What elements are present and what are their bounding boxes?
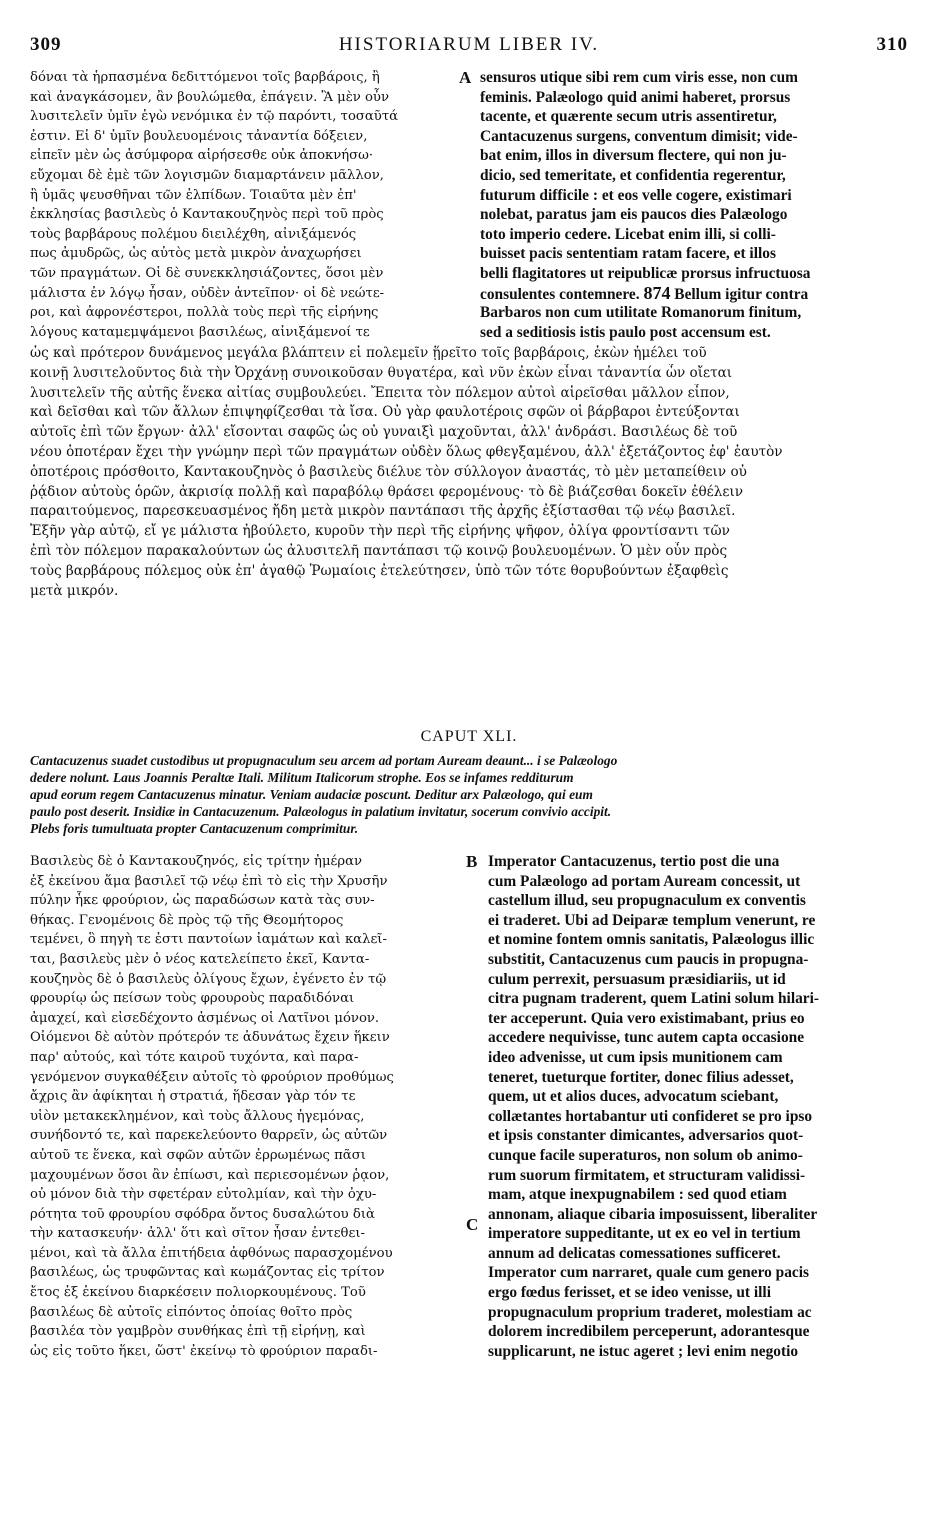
text-line: συνήδοντό τε, καὶ παρεκελεύοντο θαρρεῖν, ὡς αὐτῶν (30, 1128, 388, 1144)
text-line: ἐξ ἐκείνου ἅμα βασιλεῖ τῷ νέῳ ἐπὶ τὸ εἰς τὴν Χρυσῆν (30, 873, 388, 889)
chapter-summary (30, 752, 908, 837)
text-line: supplicarunt, ne istuc ageret ; levi enim negotio (488, 1342, 799, 1360)
text-line: αὐτοῖς ἐπὶ τῶν ἔργων· ἀλλ' εἴσονται σαφῶς ὡς οὐ γυναιξὶ μαχοῦνται, ἀλλ' ἀνδράσι. Βασιλέως δὲ τοῦ (30, 424, 738, 441)
text-line: ὡς καὶ πρότερον δυνάμενος μεγάλα βλάπτειν εἰ πολεμεῖν ᾕρεῖτο τοῖς βαρβάροις, ἐκὼν ἠμέλει τοῦ (30, 345, 707, 361)
text-line: bat enim, illos in diversum flectere, qui non ju- (480, 147, 787, 165)
text-line: ergo fœdus ferisset, et se ideo venisse, ut illi (488, 1284, 771, 1302)
summary-line: dedere nolunt. Laus Joannis Peraltæ Itali. Militum Italicorum strophe. Eos se infames redditurum (30, 770, 574, 785)
margin-marker-a: A (459, 68, 472, 87)
text-line: ἐκκλησίας βασιλεὺς ὁ Καντακουζηνὸς περὶ τοῦ πρὸς (30, 207, 384, 223)
text-line: μαχουμένων ὅσοι ἂν ἐπίωσι, καὶ περιεσομένων ῥᾳον, (30, 1167, 390, 1183)
text-line: μετὰ μικρόν. (30, 582, 119, 599)
text-line: παρ' αὐτούς, καὶ τότε καιροῦ τυχόντα, καὶ παρα- (30, 1049, 359, 1065)
text-line: νέου ὁποτέραν ἔχει τὴν γνώμην περὶ τῶν πραγμάτων οὐδὲν ὅλως φθεγξαμένου, ἀλλ' ἐξετάζοντος ἐφ' ἑαυτὸν (30, 443, 783, 460)
text-line: γενόμενον συγκαθέξειν αὐτοῖς τὸ φρούριον προθύμως (30, 1069, 394, 1085)
text-line: τεμένει, ὃ πηγὴ τε ἐστι παντοίων ἰαμάτων καὶ καλεῖ- (30, 932, 387, 948)
text-line: ῥᾴδιον αὐτοὺς ὁρῶν, ἀκρισίᾳ πολλῇ καὶ παραβόλῳ θράσει φερομένους· τὸ δὲ βιάζεσθαι δοκεῖν ἐθέλειν (30, 483, 743, 500)
text-line: propugnaculum proprium traderet, molestiam ac (488, 1303, 812, 1321)
text-line: πύλην ἧκε φρούριον, ὡς παραδώσων κατὰ τὰς συν- (30, 893, 375, 909)
text-line (480, 284, 908, 304)
page-number-left: 309 (30, 34, 62, 55)
margin-marker-b: B (466, 852, 478, 871)
text-line: ἔτος ἐξ ἐκείνου διαρκέσειν πολιορκουμένους. Τοῦ (30, 1285, 366, 1301)
text-line: λόγους καταμεμψάμενοι βασιλέως, αἰνιξάμενοί τε (30, 324, 370, 340)
text-line: υἱὸν μετακεκλημένον, καὶ τοὺς ἄλλους ἡγεμόνας, (30, 1108, 365, 1124)
text-line: annonam, aliaque cibaria imposuissent, liberaliter (488, 1205, 818, 1223)
text-line: ρότητα τοῦ φρουρίου σφόδρα ὄντος δυσαλώτου διὰ (30, 1206, 375, 1222)
text-line: Ἐξῆν γὰρ αὐτῷ, εἴ γε μάλιστα ἠβούλετο, κυροῦν τὴν περὶ τῆς εἰρήνης ψῆφον, ὀλίγα φροντίσαντι τῶν (30, 523, 730, 540)
text-line: τοὺς βαρβάρους πολέμου διειλέχθη, αἰνιξάμενός (30, 226, 357, 242)
text-line: εἰπεῖν μὲν ὡς ἀσύμφορα αἱρήσεσθε οὐκ ἀποκνήσω· (30, 148, 374, 164)
text-line: μάλιστα ἐν λόγῳ ἦσαν, οὐδὲν ἀντεῖπον· οἱ δὲ νεώτε- (30, 285, 385, 301)
text-line: quem, ut et alios duces, advocatum sciebant, (488, 1088, 779, 1106)
greek-column-bottom (30, 852, 460, 1361)
text-line: αὐτοῦ τε ἕνεκα, καὶ σφῶν αὐτῶν ἐρρωμένως πᾶσι (30, 1147, 366, 1163)
text-line: substitit, Cantacuzenus cum paucis in propugna- (488, 950, 809, 968)
summary-line: paulo post deserit. Insidiæ in Cantacuzenum. Palæologus in palatium invitatur, socerum convivio accipit. (30, 804, 612, 819)
latin-column-bottom (488, 852, 908, 1361)
running-header (30, 34, 908, 62)
greek-column-top (30, 68, 456, 342)
text-line: μένοι, καὶ τὰ ἄλλα ἐπιτήδεια ἀφθόνως παρασχομένου (30, 1245, 393, 1261)
text-line: Imperator cum narraret, quale cum genero pacis (488, 1264, 810, 1282)
text-line: Cantacuzenus surgens, conventum dimisit; vide- (480, 127, 798, 145)
text-line: φρουρίῳ ὡς πείσων τοὺς φρουροὺς παραδιδόναι (30, 991, 355, 1007)
text-line: καὶ ἀναγκάσομεν, ἂν βουλώμεθα, ἐπάγειν. Ἃ μὲν οὖν (30, 89, 389, 105)
text-line: καὶ δεῖσθαι καὶ τῶν ἄλλων ἐπιψηφίζεσθαι τὰ ἴσα. Οὐ γὰρ φαυλοτέροις σφῶν οἱ βάρβαροι ἐντεύξονται (30, 404, 740, 421)
text-line: rum suorum firmitatem, et structuram validissi- (488, 1166, 806, 1184)
text-line: ei traderet. Ubi ad Deiparæ templum venerunt, re (488, 911, 816, 929)
text-line: ideo advenisse, ut cum ipsis munitionem cam (488, 1048, 783, 1066)
summary-line: Cantacuzenus suadet custodibus ut propugnaculum seu arcem ad portam Auream deaunt... i se Palæologo (30, 753, 618, 768)
text-line: Οἰόμενοι δὲ αὐτὸν πρότερόν τε ἀδυνάτως ἔχειν ἥκειν (30, 1030, 390, 1046)
text-line: ροι, καὶ ἀφρονέστεροι, πολλὰ τοὺς περὶ τῆς εἰρήνης (30, 305, 379, 321)
text-line: βασιλέως δὲ αὐτοῖς εἰπόντος ὁποίας θοῖτο πρὸς (30, 1304, 353, 1320)
running-title: HISTORIARUM LIBER IV. (338, 34, 600, 55)
reference-number: 874 (643, 283, 671, 303)
text-line: ὡς εἰς τοῦτο ἥκει, ὥστ' ἐκείνῳ τὸ φρούριον παραδι- (30, 1343, 378, 1359)
text-line: εὔχομαι δὲ ἐμὲ τῶν λογισμῶν διαμαρτάνειν μᾶλλον, (30, 167, 384, 183)
text-line: ται, βασιλεὺς μὲν ὁ νέος κατελείπετο ἐκεῖ, Καντα- (30, 951, 370, 967)
text-line: teneret, tueturque fortiter, donec filius adesset, (488, 1068, 794, 1086)
text-line: ἐπὶ τὸν πόλεμον παρακαλούντων ὡς ἀλυσιτελῆ παντάπασι τῷ κοινῷ βουλευομένων. Ὁ μὲν οὖν πρὸς (30, 542, 728, 559)
text-line: ἄχρις ἂν ἀφίκηται ἡ στρατιά, ἥδεσαν γὰρ τόν τε (30, 1089, 356, 1105)
text-line: οὐ μόνον διὰ τὴν σφετέραν εὐτολμίαν, καὶ τὴν ὀχυ- (30, 1187, 377, 1203)
text-line: dicio, sed temeritate, et confidentia regerentur, (480, 166, 786, 184)
text-line: futurum difficile : et eos velle cogere, existimari (480, 186, 792, 204)
text-line: βασιλέα τὸν γαμβρὸν συνθήκας ἐπὶ τῇ εἰρήνῃ, καὶ (30, 1324, 366, 1340)
text-line: λυσιτελεῖν τῆς αὐτῆς ἕνεκα αἰτίας συμβουλεύει. Ἔπειτα τὸν πόλεμον αὐτοὶ αἱρεῖσθαι μᾶλλον εἶπον, (30, 384, 730, 401)
text-line: toto imperio cedere. Licebat enim illi, si colli- (480, 225, 776, 243)
text-line: mam, atque inexpugnabilem : sed quod etiam (488, 1186, 787, 1204)
text-line: collætantes hortabantur uti confideret se pro ipso (488, 1107, 813, 1125)
text-line: annum ad delicatas comessationes sufficeret. (488, 1244, 781, 1262)
text-line: λυσιτελεῖν ὑμῖν ἐγὼ νενόμικα ἐν τῷ παρόντι, τοσαῦτά (30, 109, 399, 125)
text-line: castellum illud, seu propugnaculum ex conventis (488, 892, 806, 910)
text-line: ἀμαχεί, καὶ εἰσεδέχοντο ἀσμένως οἱ Λατῖνοι μόνον. (30, 1010, 380, 1026)
text-line: cum Palæologo ad portam Auream concessit, ut (488, 872, 801, 890)
text-line: accedere nequivisse, tunc autem capta occasione (488, 1029, 805, 1047)
text-line: et ipsis constanter dimicantes, adversarios quot- (488, 1127, 804, 1145)
text-line: παραιτούμενος, παρεσκευασμένος ἤδη μετὰ μικρὸν παντάπασι τῆς ἀρχῆς ἐξίστασθαι τῷ νέῳ βασιλεῖ. (30, 503, 736, 520)
text-line: Imperator Cantacuzenus, tertio post die una (488, 853, 780, 870)
text-line: et nomine fontem omnis sanitatis, Palæologus illic (488, 931, 815, 949)
text-line: τῶν πραγμάτων. Οἱ δὲ συνεκκλησιάζοντες, ὅσοι μὲν (30, 265, 384, 281)
latin-column-top (480, 68, 908, 342)
text-line: ἢ ὑμᾶς ψευσθῆναι τῶν ἐλπίδων. Τοιαῦτα μὲν ἐπ' (30, 187, 357, 203)
text-line: ὁποτέροις πρόσθοιτο, Καντακουζηνὸς ὁ βασιλεὺς διέλυε τὸν σύλλογον ἀναστάς, τὸ μὲν μεταπείθειν οὐ (30, 463, 747, 480)
text-line: sensuros utique sibi rem cum viris esse, non cum (480, 69, 798, 86)
summary-line: apud eorum regem Cantacuzenus minatur. Veniam audaciæ poscunt. Deditur arx Palæologo, qui eum (30, 787, 593, 802)
chapter-heading: CAPUT XLI. (420, 728, 518, 745)
text-line: κοινῇ λυσιτελοῦντος διὰ τὴν Ὀρχάνῃ συνοικοῦσαν θυγατέρα, καὶ νῦν ἐκὼν εἶναι τἀναντία ὧν οἴεται (30, 364, 733, 381)
greek-paragraph-full-width (30, 344, 908, 601)
text-line: τοὺς βαρβάρους πόλεμος οὐκ ἐπ' ἀγαθῷ Ῥωμαίοις ἐτελεύτησεν, ὑπὸ τῶν τότε θορυβούντων ἐξαφθεὶς (30, 562, 729, 579)
text-line: Barbaros non cum utilitate Romanorum finitum, (480, 304, 802, 322)
text-line: βασιλέως, ὡς τρυφῶντας καὶ κωμάζοντας εἰς τρίτον (30, 1265, 385, 1281)
text-line: δόναι τὰ ἡρπασμένα δεδιττόμενοι τοῖς βαρβάροις, ἢ (30, 70, 380, 85)
text-line-part: consulentes contemnere. (480, 285, 640, 303)
text-line: buisset pacis sententiam ratam facere, et illos (480, 245, 776, 263)
text-line: belli flagitatores ut reipublicæ prorsus infructuosa (480, 264, 811, 282)
text-line: Βασιλεὺς δὲ ὁ Καντακουζηνός, εἰς τρίτην ἡμέραν (30, 854, 363, 869)
text-line: feminis. Palæologo quid animi haberet, prorsus (480, 88, 791, 106)
text-line: τὴν κατασκευήν· ἀλλ' ὅτι καὶ σῖτον ἦσαν ἐντεθει- (30, 1226, 365, 1242)
text-line: imperatore suppeditante, ut ex eo vel in tertium (488, 1225, 801, 1243)
page-number-right: 310 (876, 34, 908, 55)
text-line: nolebat, paratus jam eis paucos dies Palæologo (480, 206, 788, 224)
text-line: culum perrexit, persuasum præsidiariis, ut id (488, 970, 786, 988)
text-line-part: Bellum igitur contra (670, 285, 809, 303)
summary-line: Plebs foris tumultuata propter Cantacuzenum comprimitur. (30, 821, 359, 836)
text-line: sed a seditiosis istis paulo post accensum est. (480, 323, 771, 341)
margin-marker-c: C (466, 1215, 479, 1234)
text-line: citra pugnam traderent, quem Latini solum hilari- (488, 990, 820, 1008)
text-line: κουζηνὸς δὲ ὁ βασιλεὺς ὀλίγους ἔχων, ἐγένετο ἐν τῷ (30, 971, 387, 987)
text-line: dolorem incredibilem perceperunt, adorantesque (488, 1323, 810, 1341)
text-line: tacente, et quærente secum utris assentiretur, (480, 108, 777, 126)
text-line: ter acceperunt. Quia vero existimabant, prius eo (488, 1009, 805, 1027)
text-line: cunque facile superaturos, non solum ob animo- (488, 1146, 803, 1164)
text-line: θήκας. Γενομένοις δὲ πρὸς τῷ τῆς Θεομήτορος (30, 912, 344, 928)
text-line: ἐστιν. Εἰ δ' ὑμῖν βουλευομένοις τἀναντία δόξειεν, (30, 128, 368, 144)
text-line: πως ἀμυδρῶς, ὡς αὐτὸς μετὰ μικρὸν ἀναχωρήσει (30, 246, 362, 262)
